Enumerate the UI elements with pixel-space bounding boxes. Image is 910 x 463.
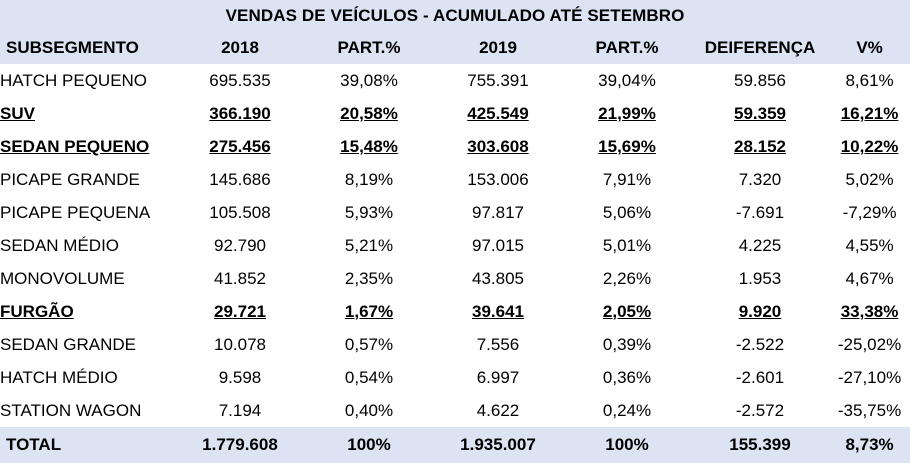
cell-2018: 7.194 (175, 394, 305, 427)
cell-diferenca: -7.691 (691, 196, 829, 229)
cell-total-label: TOTAL (0, 427, 175, 463)
cell-variacao: 8,61% (829, 64, 910, 97)
table-column-headers (0, 32, 910, 64)
cell-2018: 29.721 (175, 295, 305, 328)
cell-part-2019: 21,99% (563, 97, 691, 130)
cell-part-2019: 2,26% (563, 262, 691, 295)
table-row[interactable] (0, 97, 910, 130)
cell-2018: 275.456 (175, 130, 305, 163)
cell-2019: 7.556 (433, 328, 563, 361)
cell-total-variacao: 8,73% (829, 427, 910, 463)
column-header-diferenca[interactable]: DEIFERENÇA (691, 32, 829, 64)
cell-segmento: SUV (0, 97, 175, 130)
table-header (0, 0, 910, 64)
cell-2019: 153.006 (433, 163, 563, 196)
cell-segmento: PICAPE PEQUENA (0, 196, 175, 229)
cell-segmento: SEDAN MÉDIO (0, 229, 175, 262)
cell-part-2018: 15,48% (305, 130, 433, 163)
cell-variacao: -7,29% (829, 196, 910, 229)
table-body (0, 64, 910, 427)
column-header-variacao[interactable]: V% (829, 32, 910, 64)
table-title-row (0, 0, 910, 32)
column-header-2019[interactable]: 2019 (433, 32, 563, 64)
cell-part-2018: 2,35% (305, 262, 433, 295)
cell-variacao: 5,02% (829, 163, 910, 196)
cell-2018: 105.508 (175, 196, 305, 229)
cell-diferenca: 1.953 (691, 262, 829, 295)
cell-diferenca: -2.601 (691, 361, 829, 394)
cell-2019: 755.391 (433, 64, 563, 97)
cell-part-2018: 39,08% (305, 64, 433, 97)
cell-diferenca: 28.152 (691, 130, 829, 163)
cell-part-2018: 5,93% (305, 196, 433, 229)
cell-2018: 695.535 (175, 64, 305, 97)
cell-part-2019: 5,01% (563, 229, 691, 262)
cell-part-2018: 1,67% (305, 295, 433, 328)
cell-total-part-2019: 100% (563, 427, 691, 463)
cell-variacao: -25,02% (829, 328, 910, 361)
cell-diferenca: -2.522 (691, 328, 829, 361)
cell-total-2019: 1.935.007 (433, 427, 563, 463)
cell-diferenca: 9.920 (691, 295, 829, 328)
cell-part-2019: 0,24% (563, 394, 691, 427)
column-header-part-2018[interactable]: PART.% (305, 32, 433, 64)
cell-variacao: 4,55% (829, 229, 910, 262)
cell-2019: 97.015 (433, 229, 563, 262)
cell-part-2018: 5,21% (305, 229, 433, 262)
cell-part-2019: 39,04% (563, 64, 691, 97)
cell-2019: 6.997 (433, 361, 563, 394)
cell-part-2018: 0,57% (305, 328, 433, 361)
cell-2019: 425.549 (433, 97, 563, 130)
column-header-part-2019[interactable]: PART.% (563, 32, 691, 64)
cell-2019: 4.622 (433, 394, 563, 427)
cell-variacao: 33,38% (829, 295, 910, 328)
cell-2018: 366.190 (175, 97, 305, 130)
column-header-subsegmento[interactable]: SUBSEGMENTO (0, 32, 175, 64)
table-row[interactable] (0, 328, 910, 361)
cell-segmento: SEDAN PEQUENO (0, 130, 175, 163)
cell-part-2018: 8,19% (305, 163, 433, 196)
table-row[interactable] (0, 64, 910, 97)
total-row[interactable] (0, 427, 910, 463)
cell-part-2019: 0,36% (563, 361, 691, 394)
table-row[interactable] (0, 394, 910, 427)
cell-part-2019: 2,05% (563, 295, 691, 328)
cell-part-2018: 0,40% (305, 394, 433, 427)
cell-2019: 39.641 (433, 295, 563, 328)
cell-2018: 10.078 (175, 328, 305, 361)
table-row[interactable] (0, 163, 910, 196)
cell-total-diferenca: 155.399 (691, 427, 829, 463)
cell-segmento: HATCH PEQUENO (0, 64, 175, 97)
cell-variacao: 4,67% (829, 262, 910, 295)
cell-diferenca: 59.856 (691, 64, 829, 97)
cell-part-2019: 0,39% (563, 328, 691, 361)
cell-variacao: -35,75% (829, 394, 910, 427)
cell-total-part-2018: 100% (305, 427, 433, 463)
cell-part-2018: 20,58% (305, 97, 433, 130)
table-title: VENDAS DE VEÍCULOS - ACUMULADO ATÉ SETEMBRO (0, 0, 910, 32)
cell-part-2019: 15,69% (563, 130, 691, 163)
cell-part-2019: 5,06% (563, 196, 691, 229)
cell-diferenca: -2.572 (691, 394, 829, 427)
cell-diferenca: 4.225 (691, 229, 829, 262)
cell-variacao: -27,10% (829, 361, 910, 394)
cell-diferenca: 59.359 (691, 97, 829, 130)
cell-2018: 145.686 (175, 163, 305, 196)
cell-segmento: STATION WAGON (0, 394, 175, 427)
cell-2019: 303.608 (433, 130, 563, 163)
cell-part-2019: 7,91% (563, 163, 691, 196)
cell-total-2018: 1.779.608 (175, 427, 305, 463)
cell-2018: 92.790 (175, 229, 305, 262)
cell-2019: 97.817 (433, 196, 563, 229)
cell-segmento: PICAPE GRANDE (0, 163, 175, 196)
cell-variacao: 16,21% (829, 97, 910, 130)
table-row[interactable] (0, 229, 910, 262)
table-row[interactable] (0, 262, 910, 295)
cell-segmento: HATCH MÉDIO (0, 361, 175, 394)
table-footer (0, 427, 910, 463)
table-row[interactable] (0, 361, 910, 394)
table-row[interactable] (0, 130, 910, 163)
cell-2018: 9.598 (175, 361, 305, 394)
table-row[interactable] (0, 196, 910, 229)
cell-segmento: FURGÃO (0, 295, 175, 328)
table-row[interactable] (0, 295, 910, 328)
cell-2019: 43.805 (433, 262, 563, 295)
cell-variacao: 10,22% (829, 130, 910, 163)
cell-part-2018: 0,54% (305, 361, 433, 394)
cell-segmento: SEDAN GRANDE (0, 328, 175, 361)
cell-segmento: MONOVOLUME (0, 262, 175, 295)
column-header-2018[interactable]: 2018 (175, 32, 305, 64)
cell-2018: 41.852 (175, 262, 305, 295)
cell-diferenca: 7.320 (691, 163, 829, 196)
